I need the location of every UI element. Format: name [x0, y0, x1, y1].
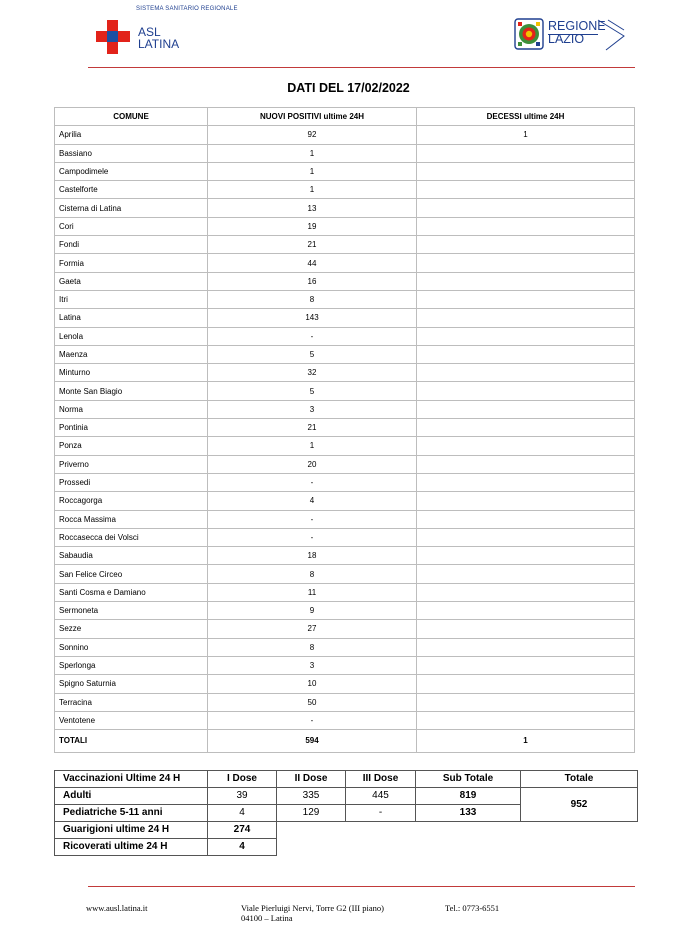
decessi-cell — [417, 528, 635, 546]
positivi-cell: - — [208, 473, 417, 491]
red-cross-icon — [96, 20, 130, 54]
decessi-cell — [417, 382, 635, 400]
decessi-cell — [417, 693, 635, 711]
guarigioni-value: 274 — [208, 822, 277, 839]
header-divider — [88, 67, 635, 68]
comune-cell: Rocca Massima — [55, 510, 208, 528]
decessi-cell — [417, 327, 635, 345]
vax-row-adulti — [55, 788, 638, 805]
comune-cell: Terracina — [55, 693, 208, 711]
comune-cell: Ventotene — [55, 711, 208, 729]
comune-cell: Itri — [55, 290, 208, 308]
decessi-cell — [417, 272, 635, 290]
totals-positivi: 594 — [208, 730, 417, 753]
footer-website[interactable]: www.ausl.latina.it — [86, 903, 148, 913]
footer-phone: Tel.: 0773-6551 — [445, 903, 500, 913]
positivi-cell: 11 — [208, 583, 417, 601]
comune-cell: Sermoneta — [55, 602, 208, 620]
table-row — [55, 656, 635, 674]
positivi-cell: 143 — [208, 309, 417, 327]
table-row — [55, 309, 635, 327]
vax-pediatriche-subtotal: 133 — [416, 805, 521, 822]
comune-cell: Roccagorga — [55, 492, 208, 510]
decessi-cell — [417, 181, 635, 199]
positivi-cell: 8 — [208, 565, 417, 583]
table-row — [55, 272, 635, 290]
decessi-cell — [417, 309, 635, 327]
footer-divider — [88, 886, 635, 887]
lazio-swoosh-icon — [596, 18, 626, 52]
positivi-cell: 21 — [208, 419, 417, 437]
vax-adulti-dose2: 335 — [277, 788, 346, 805]
decessi-cell — [417, 217, 635, 235]
comune-cell: Prossedi — [55, 473, 208, 491]
vax-total: 952 — [521, 788, 638, 822]
positivi-cell: 44 — [208, 254, 417, 272]
positivi-cell: 21 — [208, 236, 417, 254]
decessi-cell — [417, 455, 635, 473]
comune-cell: Ponza — [55, 437, 208, 455]
comune-cell: Cisterna di Latina — [55, 199, 208, 217]
table-row — [55, 126, 635, 144]
positivi-cell: 10 — [208, 675, 417, 693]
table-row — [55, 638, 635, 656]
totals-decessi: 1 — [417, 730, 635, 753]
positivi-cell: - — [208, 327, 417, 345]
decessi-cell — [417, 711, 635, 729]
vax-adulti-label: Adulti — [55, 788, 208, 805]
positivi-cell: 19 — [208, 217, 417, 235]
totals-label: TOTALI — [55, 730, 208, 753]
positivi-cell: 1 — [208, 144, 417, 162]
decessi-cell — [417, 345, 635, 363]
positivi-cell: 1 — [208, 162, 417, 180]
decessi-cell — [417, 602, 635, 620]
positivi-cell: - — [208, 510, 417, 528]
decessi-cell — [417, 437, 635, 455]
vax-pediatriche-dose1: 4 — [208, 805, 277, 822]
table-row — [55, 382, 635, 400]
header-positivi: NUOVI POSITIVI ultime 24H — [208, 108, 417, 126]
header-decessi: DECESSI ultime 24H — [417, 108, 635, 126]
vax-adulti-subtotal: 819 — [416, 788, 521, 805]
table-header-row — [55, 108, 635, 126]
vax-adulti-dose3: 445 — [346, 788, 416, 805]
vax-pediatriche-dose2: 129 — [277, 805, 346, 822]
decessi-cell — [417, 162, 635, 180]
decessi-cell — [417, 638, 635, 656]
decessi-cell — [417, 473, 635, 491]
table-row — [55, 400, 635, 418]
decessi-cell — [417, 492, 635, 510]
guarigioni-label: Guarigioni ultime 24 H — [55, 822, 208, 839]
positivi-cell: 4 — [208, 492, 417, 510]
positivi-cell: 8 — [208, 638, 417, 656]
vax-header-dose1: I Dose — [208, 771, 277, 788]
comune-cell: Bassiano — [55, 144, 208, 162]
table-row — [55, 565, 635, 583]
table-row — [55, 162, 635, 180]
decessi-cell — [417, 236, 635, 254]
vax-header-label: Vaccinazioni Ultime 24 H — [55, 771, 208, 788]
decessi-cell — [417, 290, 635, 308]
table-row — [55, 583, 635, 601]
decessi-cell — [417, 620, 635, 638]
asl-name: ASL LATINA — [138, 25, 180, 51]
page-title: DATI DEL 17/02/2022 — [287, 81, 410, 95]
lazio-emblem-icon — [514, 18, 544, 50]
positivi-cell: - — [208, 528, 417, 546]
vax-header-subtotal: Sub Totale — [416, 771, 521, 788]
table-row — [55, 181, 635, 199]
positivi-cell: 1 — [208, 181, 417, 199]
comune-cell: Spigno Saturnia — [55, 675, 208, 693]
decessi-cell — [417, 419, 635, 437]
table-row — [55, 144, 635, 162]
positivi-cell: 3 — [208, 400, 417, 418]
comune-cell: Lenola — [55, 327, 208, 345]
table-row — [55, 693, 635, 711]
positivi-cell: 18 — [208, 547, 417, 565]
totals-row — [55, 730, 635, 753]
table-row — [55, 437, 635, 455]
vax-header-dose2: II Dose — [277, 771, 346, 788]
vax-pediatriche-label: Pediatriche 5-11 anni — [55, 805, 208, 822]
positivi-cell: 92 — [208, 126, 417, 144]
regione-lazio-logo — [514, 18, 626, 52]
decessi-cell — [417, 254, 635, 272]
guarigioni-row — [55, 822, 638, 839]
table-row — [55, 675, 635, 693]
comune-cell: Minturno — [55, 364, 208, 382]
positivi-cell: 5 — [208, 345, 417, 363]
comune-cell: Maenza — [55, 345, 208, 363]
positivi-cell: 13 — [208, 199, 417, 217]
decessi-cell — [417, 510, 635, 528]
table-row — [55, 364, 635, 382]
positivi-cell: 1 — [208, 437, 417, 455]
comune-cell: Norma — [55, 400, 208, 418]
comune-cell: Aprilia — [55, 126, 208, 144]
positivi-cell: 5 — [208, 382, 417, 400]
table-row — [55, 455, 635, 473]
comune-cell: Sabaudia — [55, 547, 208, 565]
comune-cell: Sonnino — [55, 638, 208, 656]
table-row — [55, 345, 635, 363]
positivi-cell: 32 — [208, 364, 417, 382]
ricoverati-value: 4 — [208, 839, 277, 856]
table-row — [55, 492, 635, 510]
comune-cell: Cori — [55, 217, 208, 235]
table-row — [55, 254, 635, 272]
vaccination-table — [54, 770, 638, 856]
comune-cell: Priverno — [55, 455, 208, 473]
table-row — [55, 547, 635, 565]
comune-cell: San Felice Circeo — [55, 565, 208, 583]
table-row — [55, 217, 635, 235]
comune-cell: Castelforte — [55, 181, 208, 199]
table-row — [55, 620, 635, 638]
regione-lazio-text: REGIONE LAZIO — [548, 19, 606, 46]
vax-header-dose3: III Dose — [346, 771, 416, 788]
positivi-cell: 50 — [208, 693, 417, 711]
positivi-cell: - — [208, 711, 417, 729]
comune-cell: Fondi — [55, 236, 208, 254]
comune-cell: Campodimele — [55, 162, 208, 180]
decessi-cell — [417, 400, 635, 418]
positivi-cell: 16 — [208, 272, 417, 290]
decessi-cell — [417, 144, 635, 162]
decessi-cell — [417, 364, 635, 382]
table-row — [55, 290, 635, 308]
covid-data-table — [54, 107, 635, 753]
vax-header-row — [55, 771, 638, 788]
positivi-cell: 8 — [208, 290, 417, 308]
comune-cell: Latina — [55, 309, 208, 327]
table-row — [55, 510, 635, 528]
positivi-cell: 27 — [208, 620, 417, 638]
positivi-cell: 9 — [208, 602, 417, 620]
positivi-cell: 20 — [208, 455, 417, 473]
comune-cell: Pontinia — [55, 419, 208, 437]
decessi-cell — [417, 547, 635, 565]
header-comune: COMUNE — [55, 108, 208, 126]
table-row — [55, 473, 635, 491]
table-row — [55, 711, 635, 729]
vax-header-total: Totale — [521, 771, 638, 788]
ricoverati-label: Ricoverati ultime 24 H — [55, 839, 208, 856]
comune-cell: Formia — [55, 254, 208, 272]
decessi-cell — [417, 583, 635, 601]
comune-cell: Gaeta — [55, 272, 208, 290]
comune-cell: Santi Cosma e Damiano — [55, 583, 208, 601]
table-row — [55, 602, 635, 620]
comune-cell: Monte San Biagio — [55, 382, 208, 400]
decessi-cell — [417, 675, 635, 693]
comune-cell: Sperlonga — [55, 656, 208, 674]
positivi-cell: 3 — [208, 656, 417, 674]
asl-subtitle: SISTEMA SANITARIO REGIONALE — [136, 6, 238, 12]
decessi-cell — [417, 199, 635, 217]
table-row — [55, 199, 635, 217]
ricoverati-row — [55, 839, 638, 856]
table-row — [55, 327, 635, 345]
table-row — [55, 419, 635, 437]
decessi-cell — [417, 565, 635, 583]
decessi-cell: 1 — [417, 126, 635, 144]
vax-adulti-dose1: 39 — [208, 788, 277, 805]
table-row — [55, 528, 635, 546]
footer-address: Viale Pierluigi Nervi, Torre G2 (III piano) 04100 – Latina — [241, 903, 384, 923]
comune-cell: Roccasecca dei Volsci — [55, 528, 208, 546]
decessi-cell — [417, 656, 635, 674]
comune-cell: Sezze — [55, 620, 208, 638]
table-row — [55, 236, 635, 254]
vax-pediatriche-dose3: - — [346, 805, 416, 822]
